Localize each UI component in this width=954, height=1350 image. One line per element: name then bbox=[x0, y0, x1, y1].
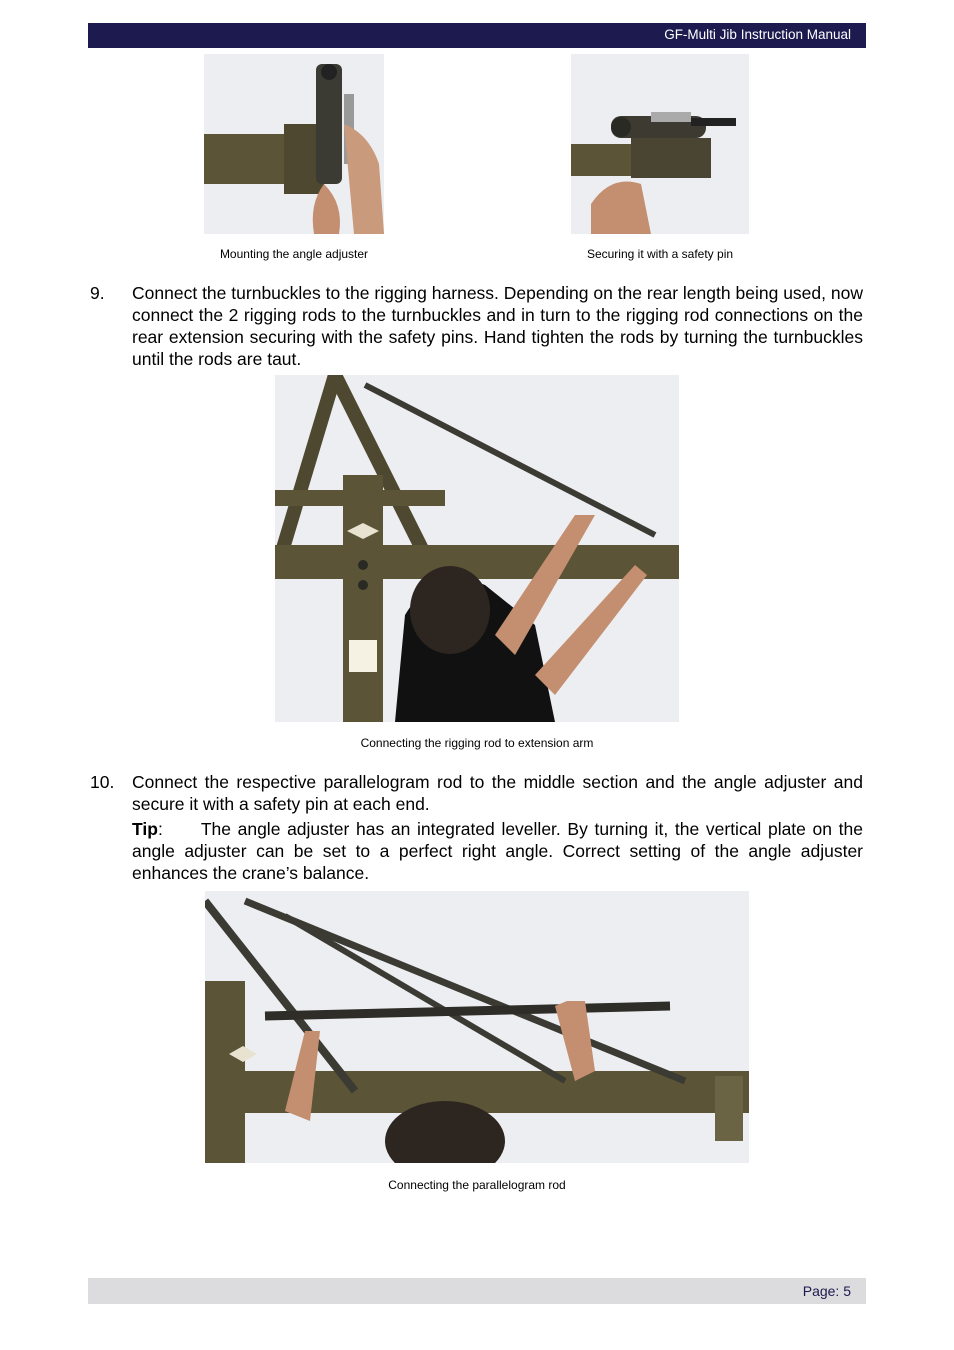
page-number: Page: 5 bbox=[802, 1283, 851, 1299]
tip-label: Tip bbox=[132, 819, 158, 839]
document-title: GF-Multi Jib Instruction Manual bbox=[664, 27, 851, 42]
step-9 bbox=[90, 282, 863, 370]
step-number: 9. bbox=[90, 283, 105, 303]
photo-parallelogram-rod bbox=[205, 891, 749, 1163]
step-text: Connect the turnbuckles to the rigging harness. Depending on the rear length being used, now connect the 2 rigging rods to the turnbuckles and in turn to the rigging rod connections on the rear extension securing with the safety pins. Hand tighten the rods by turning the turnbuckles until the rods are taut. bbox=[132, 283, 863, 369]
caption-fig2: Securing it with a safety pin bbox=[586, 247, 734, 261]
photo-angle-adjuster bbox=[204, 54, 384, 234]
tip-paragraph bbox=[132, 818, 863, 884]
caption-fig4: Connecting the parallelogram rod bbox=[388, 1178, 566, 1192]
step-text: Connect the respective parallelogram rod to the middle section and the angle adjuster and secure it with a safety pin at each end. bbox=[132, 772, 863, 814]
tip-text: The angle adjuster has an integrated leveller. By turning it, the vertical plate on the angle adjuster can be set to a perfect right angle. Correct setting of the angle adjuster enhances the crane’s balance. bbox=[132, 819, 863, 883]
header-bar bbox=[88, 23, 866, 48]
tip-separator: : bbox=[157, 819, 163, 839]
footer-bar bbox=[88, 1278, 866, 1304]
step-10 bbox=[90, 771, 863, 815]
caption-fig3: Connecting the rigging rod to extension arm bbox=[360, 736, 594, 750]
step-number: 10. bbox=[90, 772, 115, 792]
photo-safety-pin bbox=[571, 54, 749, 234]
photo-rigging-rod bbox=[275, 375, 679, 722]
caption-fig1: Mounting the angle adjuster bbox=[219, 247, 369, 261]
